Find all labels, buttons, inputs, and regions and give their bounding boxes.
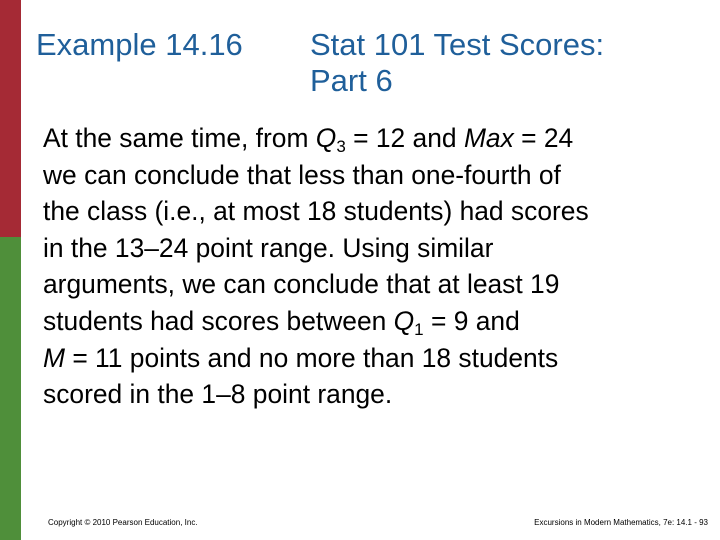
body-text-run: = 11 points and no more than 18 students <box>64 342 559 373</box>
body-text-run: students had scores between <box>43 305 394 336</box>
footer-copyright: Copyright © 2010 Pearson Education, Inc. <box>48 518 198 527</box>
body-line-2: we can conclude that less than one-fourth of <box>43 159 561 190</box>
body-text-run: At the same time, from <box>43 123 316 153</box>
variable-q: Q <box>315 123 337 153</box>
footer-source: Excursions in Modern Mathematics, 7e: 14.1 - 93 <box>534 518 708 527</box>
accent-bar-bottom <box>0 237 21 540</box>
title-line-2: Part 6 <box>310 63 393 98</box>
body-line-4: in the 13–24 point range. Using similar <box>43 232 494 263</box>
title-text <box>310 27 604 99</box>
body-line-6 <box>43 303 711 340</box>
subscript: 1 <box>414 319 424 339</box>
body-text-run: = 9 and <box>423 305 520 336</box>
body-line-8: scored in the 1–8 point range. <box>43 379 393 410</box>
body-line-3: the class (i.e., at most 18 students) had scores <box>43 196 589 227</box>
body-line-1 <box>43 120 711 157</box>
title-line-1: Stat 101 Test Scores: <box>310 27 605 62</box>
variable-q: Q <box>393 305 415 336</box>
subscript: 3 <box>336 137 346 156</box>
accent-bar-top <box>0 0 21 237</box>
example-label: Example 14.16 <box>36 27 243 62</box>
variable-max: Max <box>463 123 514 153</box>
body-line-7 <box>43 340 711 377</box>
body-line-5: arguments, we can conclude that at least 19 <box>43 269 560 300</box>
body-text-run: = 24 <box>513 123 574 153</box>
body-text-run: = 12 and <box>345 123 464 153</box>
body-paragraph <box>43 120 711 413</box>
variable-m: M <box>43 342 65 373</box>
